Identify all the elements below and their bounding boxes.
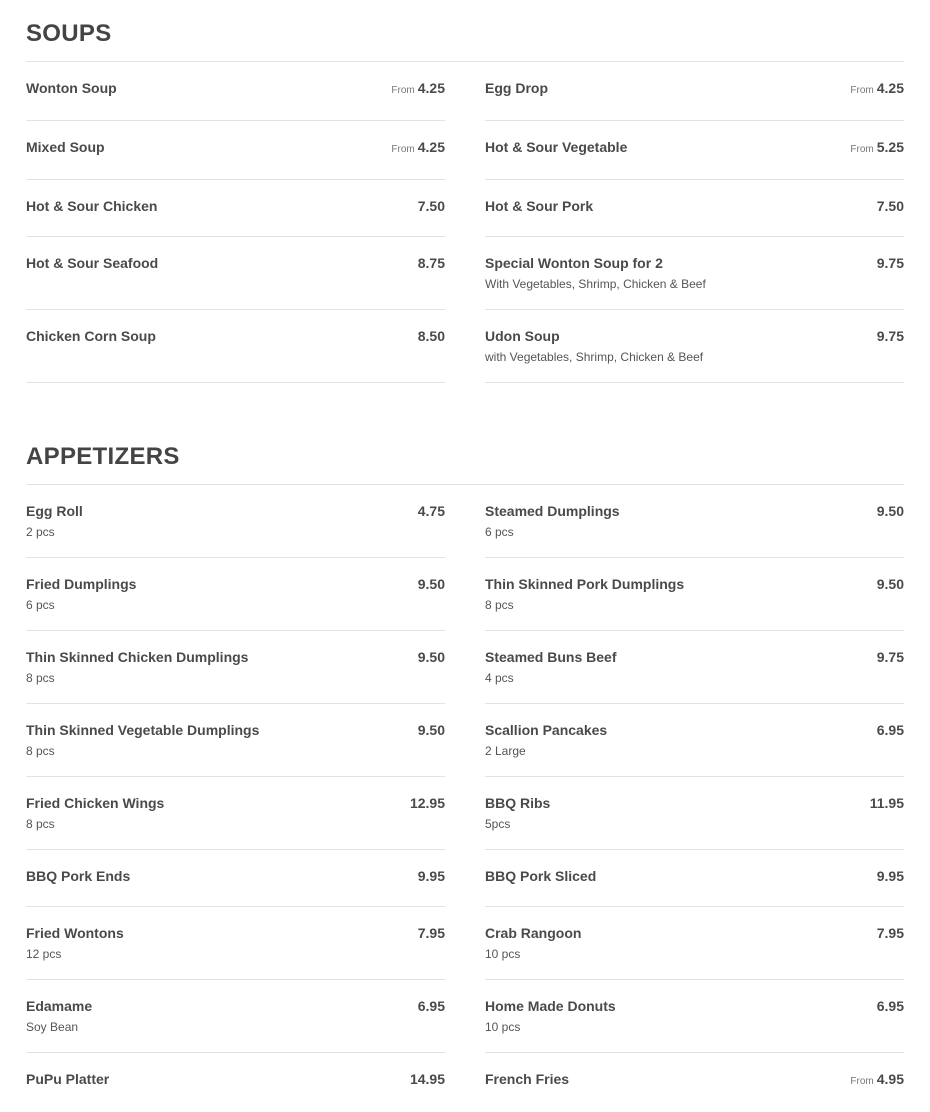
item-price [391,139,445,158]
menu-item[interactable] [26,558,445,631]
item-price: 4.75 [417,503,445,519]
soups-right-column [485,62,904,383]
item-price: 9.75 [876,255,904,271]
item-description: With Vegetables, Shrimp, Chicken & Beef [485,277,706,291]
menu-item[interactable] [485,1053,904,1112]
menu-item[interactable] [26,121,445,180]
menu-item[interactable] [485,237,904,310]
item-name: Fried Dumplings [26,576,137,592]
item-price: 9.75 [876,649,904,665]
item-name: Thin Skinned Pork Dumplings [485,576,685,592]
item-price: 6.95 [876,998,904,1014]
item-name: Edamame [26,998,93,1014]
item-price: 8.75 [417,255,445,271]
menu-item[interactable] [485,631,904,704]
item-name: Hot & Sour Pork [485,198,594,214]
item-price: 11.95 [869,795,904,811]
item-price: 6.95 [876,722,904,738]
item-price: 6.95 [417,998,445,1014]
price-from-label: From [850,85,874,96]
menu-item[interactable] [26,907,445,980]
menu-item[interactable] [485,558,904,631]
item-price [391,80,445,99]
menu-item[interactable] [26,485,445,558]
menu-item[interactable] [26,62,445,121]
item-name: Egg Roll [26,503,83,519]
item-price: 9.50 [876,576,904,592]
item-name: Thin Skinned Chicken Dumplings [26,649,249,665]
item-name: Thin Skinned Vegetable Dumplings [26,722,260,738]
price-from-label: From [391,144,415,155]
menu-item[interactable] [26,777,445,850]
price-value: 5.25 [876,139,904,155]
item-name: Wonton Soup [26,80,117,96]
item-name: Hot & Sour Vegetable [485,139,628,155]
price-value: 4.25 [876,80,904,96]
item-description: 8 pcs [26,744,55,758]
item-price [850,80,904,99]
item-name: Hot & Sour Chicken [26,198,158,214]
item-price: 9.50 [417,722,445,738]
item-description: 2 pcs [26,525,55,539]
item-description: 4 pcs [485,671,514,685]
menu-item[interactable] [26,237,445,310]
item-description: 6 pcs [26,598,55,612]
item-name: Steamed Buns Beef [485,649,617,665]
item-name: Fried Wontons [26,925,124,941]
price-value: 4.95 [876,1071,904,1087]
menu-item[interactable] [26,850,445,907]
item-price: 7.95 [417,925,445,941]
item-description: 5pcs [485,817,511,831]
menu-item[interactable] [26,704,445,777]
menu-item[interactable] [485,850,904,907]
soups-left-column [26,62,445,383]
menu-item[interactable] [26,310,445,383]
item-description: 6 pcs [485,525,514,539]
item-name: Chicken Corn Soup [26,328,156,344]
item-description: 2 Large [485,744,526,758]
item-description: Soy Bean [26,1020,79,1034]
menu-item[interactable] [485,62,904,121]
item-price: 9.50 [876,503,904,519]
item-name: Fried Chicken Wings [26,795,165,811]
appetizers-heading: APPETIZERS [26,383,904,485]
item-price: 9.95 [876,868,904,884]
item-name: BBQ Pork Sliced [485,868,597,884]
item-price: 7.50 [417,198,445,214]
item-price: 8.50 [417,328,445,344]
item-name: BBQ Ribs [485,795,551,811]
soups-grid [26,62,904,383]
item-price: 9.95 [417,868,445,884]
menu-item[interactable] [485,485,904,558]
item-price: 7.50 [876,198,904,214]
item-name: Mixed Soup [26,139,105,155]
item-price [850,139,904,158]
menu-item[interactable] [485,777,904,850]
item-price: 9.50 [417,649,445,665]
item-description: 10 pcs [485,1020,521,1034]
item-name: Scallion Pancakes [485,722,608,738]
menu-item[interactable] [26,180,445,237]
appetizers-right-column [485,485,904,1112]
item-name: French Fries [485,1071,570,1087]
menu-item[interactable] [26,631,445,704]
price-from-label: From [850,144,874,155]
item-description: 8 pcs [485,598,514,612]
price-from-label: From [391,85,415,96]
item-name: PuPu Platter [26,1071,110,1087]
menu-item[interactable] [26,980,445,1053]
appetizers-left-column [26,485,445,1112]
menu-item[interactable] [485,180,904,237]
menu-item[interactable] [485,121,904,180]
price-value: 4.25 [417,139,445,155]
item-price: 7.95 [876,925,904,941]
price-value: 4.25 [417,80,445,96]
item-price [850,1071,904,1090]
price-from-label: From [850,1076,874,1087]
item-description: 8 pcs [26,817,55,831]
menu-item[interactable] [485,907,904,980]
menu-item[interactable] [485,310,904,383]
item-description: 8 pcs [26,671,55,685]
item-price: 12.95 [409,795,445,811]
item-price: 9.75 [876,328,904,344]
item-price: 9.50 [417,576,445,592]
item-description: 12 pcs [26,947,62,961]
soups-heading: SOUPS [26,0,904,62]
item-price: 14.95 [409,1071,445,1087]
appetizers-grid [26,485,904,1112]
item-name: Hot & Sour Seafood [26,255,159,271]
menu-item[interactable] [485,980,904,1053]
item-name: Steamed Dumplings [485,503,620,519]
menu-item[interactable] [26,1053,445,1112]
item-name: BBQ Pork Ends [26,868,131,884]
menu-item[interactable] [485,704,904,777]
item-name: Home Made Donuts [485,998,616,1014]
item-name: Udon Soup [485,328,560,344]
item-description: with Vegetables, Shrimp, Chicken & Beef [485,350,704,364]
item-name: Crab Rangoon [485,925,582,941]
item-name: Egg Drop [485,80,548,96]
item-name: Special Wonton Soup for 2 [485,255,663,271]
item-description: 10 pcs [485,947,521,961]
